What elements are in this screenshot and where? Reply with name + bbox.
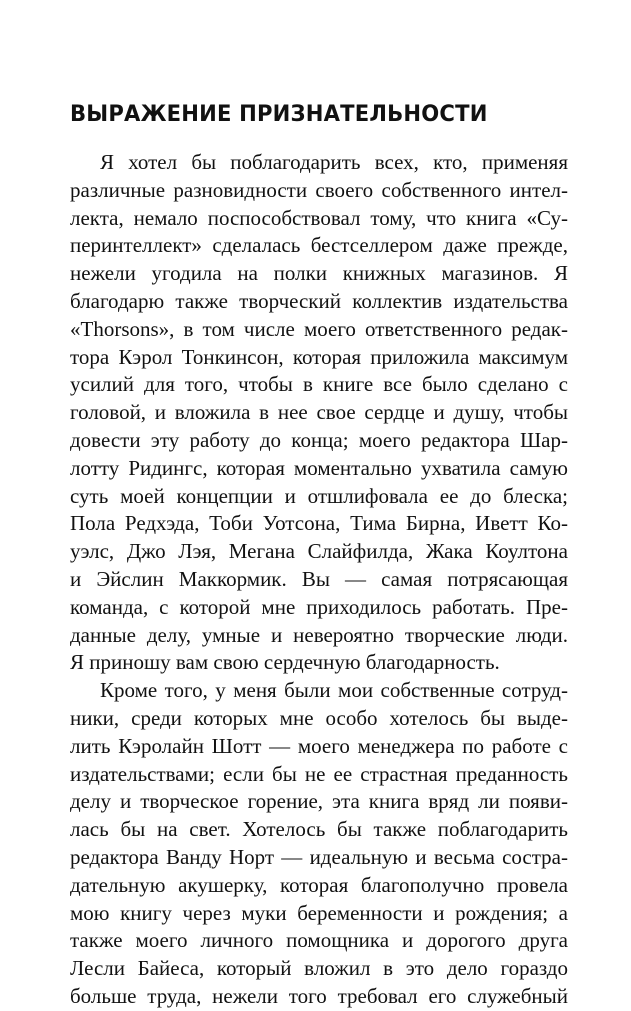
text-line: Пола Редхэда, Тоби Уотсона, Тима Бирна, Иветт Ко- <box>70 511 568 536</box>
text-line: тора Кэрол Тонкинсон, которая приложила максимум <box>70 344 568 369</box>
text-line: лить Кэролайн Шотт — моего менеджера по работе с <box>70 733 568 758</box>
text-line: нежели угодила на полки книжных магазинов. Я <box>70 261 568 286</box>
text-line: усилий для того, чтобы в книге все было сделано с <box>70 372 568 397</box>
text-line: и Эйслин Маккормик. Вы — самая потрясающая <box>70 566 568 591</box>
text-line: команда, с которой мне приходилось работать. Пре- <box>70 594 568 619</box>
book-page <box>70 100 568 1011</box>
text-line: ники, среди которых мне особо хотелось бы выде- <box>70 705 568 730</box>
text-line: делу и творческое горение, эта книга вряд ли появи- <box>70 789 568 814</box>
text-line: уэлс, Джо Лэя, Мегана Слайфилда, Жака Коултона <box>70 539 568 564</box>
text-line: суть моей концепции и отшлифовала ее до блеска; <box>70 483 568 508</box>
text-line: Я приношу вам свою сердечную благодарность. <box>70 650 500 675</box>
body-text <box>70 149 568 1011</box>
text-line: лекта, немало поспособствовал тому, что книга «Су- <box>70 205 568 230</box>
text-line: дательную акушерку, которая благополучно провела <box>70 872 568 897</box>
text-line: данные делу, умные и невероятно творческие люди. <box>70 622 568 647</box>
text-line: Лесли Байеса, который вложил в это дело гораздо <box>70 956 568 981</box>
paragraph-1 <box>70 149 568 677</box>
page-title: ВЫРАЖЕНИЕ ПРИЗНАТЕЛЬНОСТИ <box>70 102 488 127</box>
text-line: перинтеллект» сделалась бестселлером даже прежде, <box>70 233 568 258</box>
text-line: различные разновидности своего собственного интел- <box>70 177 568 202</box>
text-line: благодарю также творческий коллектив издательства <box>70 288 568 313</box>
text-line: «Thorsons», в том числе моего ответственного редак- <box>70 316 568 341</box>
text-line: лась бы на свет. Хотелось бы также поблагодарить <box>70 817 568 842</box>
text-line: Кроме того, у меня были мои собственные сотруд- <box>100 678 568 703</box>
text-line: лотту Ридингс, которая моментально ухватила самую <box>70 455 568 480</box>
text-line: довести эту работу до конца; моего редактора Шар- <box>70 427 568 452</box>
text-line: Я хотел бы поблагодарить всех, кто, применяя <box>100 150 568 174</box>
text-line: головой, и вложила в нее свое сердце и душу, чтобы <box>70 400 568 425</box>
text-line: мою книгу через муки беременности и рождения; а <box>70 900 568 925</box>
text-line: издательствами; если бы не ее страстная преданность <box>70 761 568 786</box>
text-line: редактора Ванду Норт — идеальную и весьма состра- <box>70 844 568 869</box>
text-line: также моего личного помощника и дорогого друга <box>70 928 568 953</box>
paragraph-2 <box>70 677 568 1011</box>
text-line: больше труда, нежели того требовал его служебный <box>70 983 568 1008</box>
